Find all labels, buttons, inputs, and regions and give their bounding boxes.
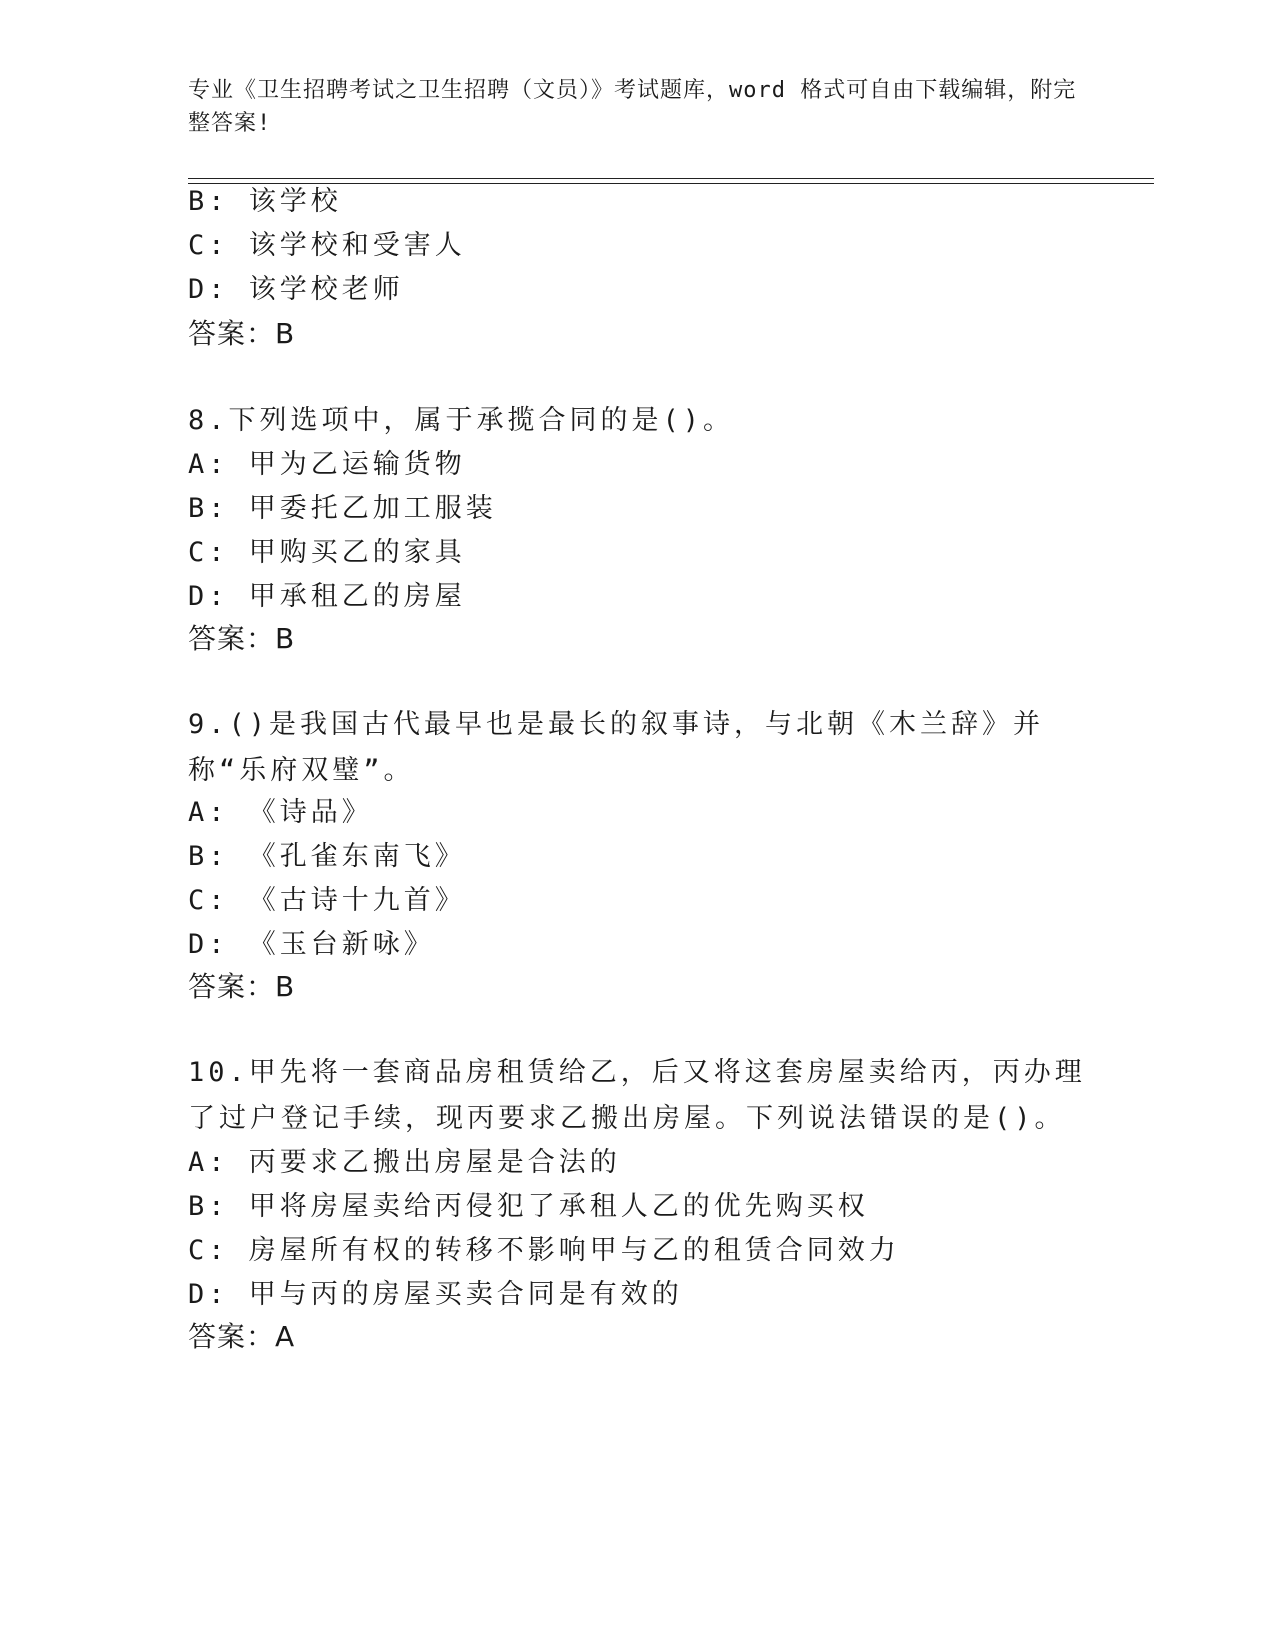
q8-option-a: A: 甲为乙运输货物 xyxy=(188,449,466,480)
q10-option-d: D: 甲与丙的房屋买卖合同是有效的 xyxy=(188,1279,683,1310)
q9-option-d: D: 《玉台新咏》 xyxy=(188,929,435,960)
header-divider-top xyxy=(188,178,1154,179)
q10-option-a: A: 丙要求乙搬出房屋是合法的 xyxy=(188,1147,621,1178)
q8-option-d: D: 甲承租乙的房屋 xyxy=(188,581,466,612)
q8-option-b: B: 甲委托乙加工服装 xyxy=(188,493,497,524)
q9-option-b: B: 《孔雀东南飞》 xyxy=(188,841,466,872)
q10-option-c: C: 房屋所有权的转移不影响甲与乙的租赁合同效力 xyxy=(188,1235,900,1266)
q9-question: 9.()是我国古代最早也是最长的叙事诗，与北朝《木兰辞》并称“乐府双璧”。 xyxy=(188,709,1045,786)
q9-option-a: A: 《诗品》 xyxy=(188,797,373,828)
q8-answer: 答案：B xyxy=(188,622,296,655)
q7-option-b: B: 该学校 xyxy=(188,186,342,217)
q7-answer: 答案：B xyxy=(188,317,296,350)
q8-option-c: C: 甲购买乙的家具 xyxy=(188,537,466,568)
q8-question: 8.下列选项中，属于承揽合同的是()。 xyxy=(188,405,735,436)
q7-option-c: C: 该学校和受害人 xyxy=(188,230,466,261)
q10-question: 10.甲先将一套商品房租赁给乙，后又将这套房屋卖给丙，丙办理了过户登记手续，现丙要求乙搬出房屋。下列说法错误的是()。 xyxy=(188,1057,1086,1134)
q9-option-c: C: 《古诗十九首》 xyxy=(188,885,466,916)
header-divider-bottom xyxy=(188,183,1154,184)
q7-option-d: D: 该学校老师 xyxy=(188,274,404,305)
q10-answer: 答案：A xyxy=(188,1320,296,1353)
q10-option-b: B: 甲将房屋卖给丙侵犯了承租人乙的优先购买权 xyxy=(188,1191,869,1222)
q9-answer: 答案：B xyxy=(188,970,296,1003)
document-header: 专业《卫生招聘考试之卫生招聘（文员）》考试题库，word 格式可自由下载编辑，附完整答案! xyxy=(188,78,1077,136)
